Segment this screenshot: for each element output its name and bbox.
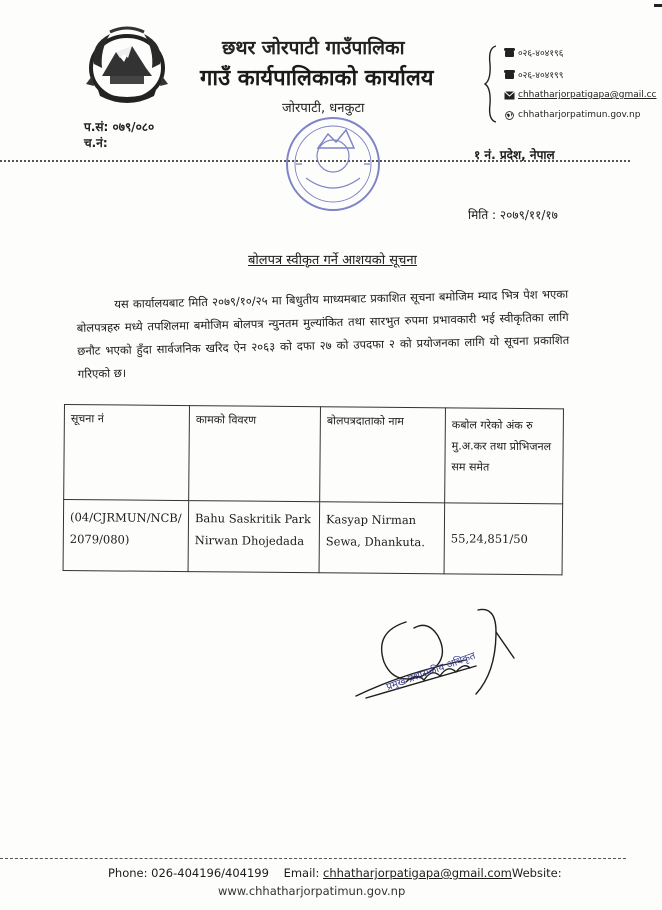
contact-phone-1: ०२६-४०४१९६ [504,46,563,59]
contact-website: chhatharjorpatimun.gov.np [504,110,640,120]
notice-paragraph: यस कार्यालयबाट मिति २०७९/१०/२५ मा बिधुतीय माध्यमबाट प्रकाशित सूचना बमोजिम म्याद भित्र पेश भएका बोलपत्रहरु मध्ये तपशिलमा बमोजिम बोलपत्र न्युनतम मुल्यांकित तथा सारभुत रुपमा प्रभावकारी भई स्वीकृतिका लागि छनौट भएको हुँदा सार्वजनिक खरिद ऐन २०६३ को दफा २७ को उपदफा २ को प्रयोजनका लागि यो सूचना प्रकाशित गरिएको छ। [76,286,570,381]
telephone-icon [504,70,515,79]
footer-email-link[interactable]: chhatharjorpatigapa@gmail.com [323,866,512,880]
footer-website-label: Website: [511,866,562,880]
dispatch-number: च.नं: [84,136,108,150]
table-cell-work-description: Bahu Saskritik Park Nirwan Dhojedada [188,501,320,573]
notice-body [76,283,570,386]
table-row [63,500,563,575]
office-location: जोरपाटी, धनकुटा [282,101,365,116]
municipality-name: छथर जोरपाटी गाउँपालिका [222,37,405,59]
table-header-cell: कामको विवरण [189,406,321,502]
table-cell-bid-amount: 55,24,851/50 [444,503,563,575]
globe-icon [504,111,515,120]
office-name: गाउँ कार्यपालिकाको कार्यालय [200,66,434,91]
telephone-icon [504,48,515,57]
table-cell-bidder-name: Kasyap Nirman Sewa, Dhankuta. [319,502,445,574]
footer-website-link[interactable]: www.chhatharjorpatimun.gov.np [218,884,406,898]
reference-number: प.सं: ०७९/०८० [84,120,155,134]
province-label: १ नं. प्रदेश, नेपाल [474,148,555,162]
table-header-cell: कबोल गरेको अंक रु मु.अ.कर तथा प्रोभिजनल सम समेत [445,408,564,504]
table-header-cell: बोलपत्रदाताको नाम [320,407,446,503]
table-header-row [64,405,564,504]
contact-email: chhatharjorpatigapa@gmail.cc [504,90,657,100]
footer-divider [0,858,626,859]
bid-table [63,404,564,575]
notice-subject: बोलपत्र स्वीकृत गर्ने आशयको सूचना [248,253,417,268]
nepal-emblem-icon [80,24,174,110]
footer-contact [108,866,562,880]
edge-mark [654,4,662,7]
footer-phone: Phone: 026-404196/404199 [108,866,269,880]
email-icon [504,91,515,100]
table-header-cell: सूचना नं [64,405,190,501]
letter-date: मिति : २०७९/११/१७ [468,208,558,222]
footer-email-label: Email: [283,866,320,880]
table-cell-notice-number: (04/CJRMUN/NCB/ 2079/080) [63,500,189,572]
brace-icon [484,44,498,124]
signatory-title: प्रमुख प्रशासकीय अधिकृत [385,650,478,694]
office-stamp-icon [276,108,390,220]
contact-phone-2: ०२६-४०४१९९ [504,68,563,81]
